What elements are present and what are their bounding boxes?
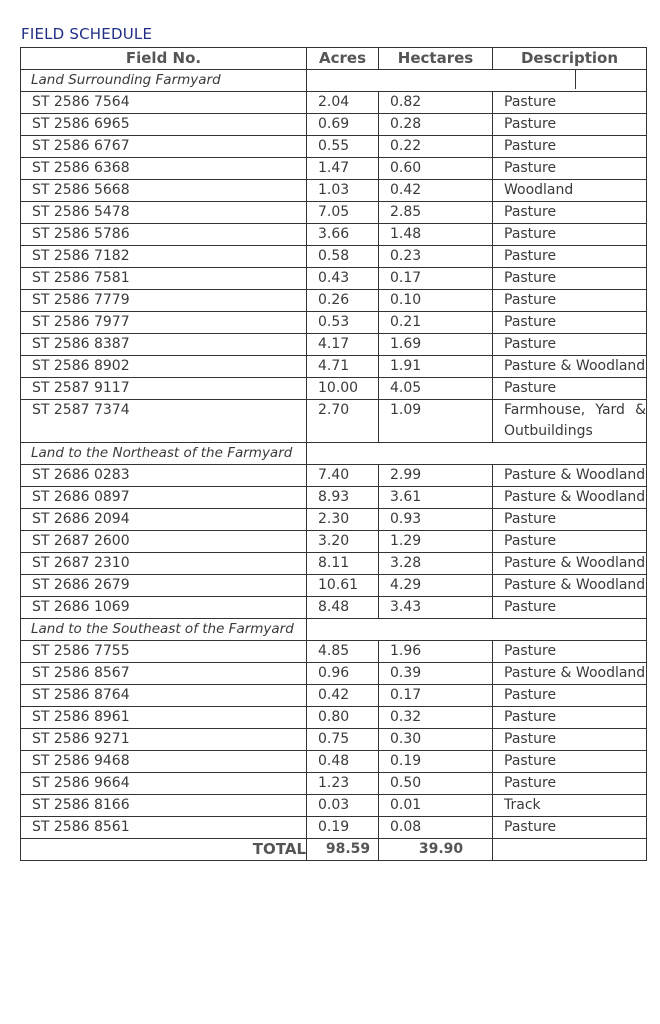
- acres-cell: 8.48: [307, 597, 379, 619]
- field-number-cell: ST 2586 6965: [21, 114, 307, 136]
- acres-cell: 7.05: [307, 202, 379, 224]
- table-row: [21, 356, 647, 378]
- field-number-cell: ST 2586 9468: [21, 751, 307, 773]
- acres-cell: 1.23: [307, 773, 379, 795]
- table-row: [21, 290, 647, 312]
- description-cell: Pasture & Woodland: [493, 575, 647, 597]
- field-number-cell: ST 2586 7779: [21, 290, 307, 312]
- table-row: [21, 202, 647, 224]
- acres-cell: 0.69: [307, 114, 379, 136]
- acres-cell: 8.11: [307, 553, 379, 575]
- description-cell: Farmhouse, Yard & Outbuildings: [493, 400, 647, 443]
- description-cell: Pasture: [493, 531, 647, 553]
- group-title-filler: [307, 619, 647, 641]
- field-number-cell: ST 2586 7581: [21, 268, 307, 290]
- page-title: FIELD SCHEDULE: [21, 25, 153, 43]
- table-row: [21, 92, 647, 114]
- header-description-label: Description: [520, 49, 619, 67]
- acres-cell: 0.75: [307, 729, 379, 751]
- acres-cell: 0.96: [307, 663, 379, 685]
- table-row: [21, 575, 647, 597]
- table-row: [21, 334, 647, 356]
- description-cell: Pasture & Woodland: [493, 356, 647, 378]
- acres-cell: 0.43: [307, 268, 379, 290]
- description-cell: Pasture: [493, 641, 647, 663]
- acres-cell: 4.85: [307, 641, 379, 663]
- table-row: [21, 751, 647, 773]
- hectares-cell: 4.29: [379, 575, 493, 597]
- table-row: [21, 553, 647, 575]
- description-cell: Pasture: [493, 136, 647, 158]
- table-row: [21, 685, 647, 707]
- description-cell: Pasture & Woodland: [493, 553, 647, 575]
- group-header-row: [21, 619, 647, 641]
- table-row: [21, 312, 647, 334]
- hectares-cell: 0.01: [379, 795, 493, 817]
- hectares-cell: 0.17: [379, 268, 493, 290]
- total-acres: 98.59: [307, 839, 379, 861]
- hectares-cell: 0.22: [379, 136, 493, 158]
- hectares-cell: 0.39: [379, 663, 493, 685]
- description-cell: Pasture: [493, 202, 647, 224]
- header-row: [21, 48, 647, 70]
- table-row: [21, 400, 647, 443]
- description-cell: Pasture: [493, 597, 647, 619]
- table-row: [21, 641, 647, 663]
- acres-cell: 0.55: [307, 136, 379, 158]
- description-cell: Pasture & Woodland: [493, 465, 647, 487]
- table-row: [21, 729, 647, 751]
- field-number-cell: ST 2686 1069: [21, 597, 307, 619]
- table-row: [21, 465, 647, 487]
- description-cell: Pasture: [493, 312, 647, 334]
- table-row: [21, 509, 647, 531]
- hectares-cell: 0.30: [379, 729, 493, 751]
- acres-cell: 3.20: [307, 531, 379, 553]
- hectares-cell: 4.05: [379, 378, 493, 400]
- field-number-cell: ST 2586 7755: [21, 641, 307, 663]
- header-field-no: Field No.: [21, 48, 307, 70]
- description-cell: Pasture: [493, 290, 647, 312]
- hectares-cell: 3.61: [379, 487, 493, 509]
- acres-cell: 1.47: [307, 158, 379, 180]
- hectares-cell: 0.23: [379, 246, 493, 268]
- hectares-cell: 1.91: [379, 356, 493, 378]
- acres-cell: 8.93: [307, 487, 379, 509]
- hectares-cell: 1.48: [379, 224, 493, 246]
- acres-cell: 10.00: [307, 378, 379, 400]
- field-number-cell: ST 2587 9117: [21, 378, 307, 400]
- field-number-cell: ST 2586 5478: [21, 202, 307, 224]
- hectares-cell: 3.28: [379, 553, 493, 575]
- field-number-cell: ST 2587 7374: [21, 400, 307, 443]
- group-header-row: [21, 443, 647, 465]
- header-hectares: Hectares: [379, 48, 493, 70]
- group-title: Land to the Southeast of the Farmyard: [21, 619, 307, 641]
- hectares-cell: 1.09: [379, 400, 493, 443]
- field-number-cell: ST 2686 2094: [21, 509, 307, 531]
- description-cell: Pasture & Woodland: [493, 487, 647, 509]
- table-row: [21, 246, 647, 268]
- group-header-row: [21, 70, 647, 92]
- description-cell: Pasture: [493, 817, 647, 839]
- table-row: [21, 114, 647, 136]
- table-row: [21, 180, 647, 202]
- description-cell: Woodland: [493, 180, 647, 202]
- hectares-cell: 1.29: [379, 531, 493, 553]
- hectares-cell: 0.32: [379, 707, 493, 729]
- hectares-cell: 2.85: [379, 202, 493, 224]
- total-label: TOTAL: [21, 839, 307, 861]
- total-row: [21, 839, 647, 861]
- field-number-cell: ST 2586 9664: [21, 773, 307, 795]
- table-row: [21, 817, 647, 839]
- table-row: [21, 136, 647, 158]
- group-title: Land to the Northeast of the Farmyard: [21, 443, 307, 465]
- field-number-cell: ST 2586 6368: [21, 158, 307, 180]
- description-cell: Track: [493, 795, 647, 817]
- field-number-cell: ST 2586 8567: [21, 663, 307, 685]
- table-row: [21, 378, 647, 400]
- field-number-cell: ST 2686 0897: [21, 487, 307, 509]
- table-row: [21, 597, 647, 619]
- table-body: [21, 70, 647, 839]
- field-number-cell: ST 2586 8764: [21, 685, 307, 707]
- header-description: [493, 48, 647, 70]
- acres-cell: 3.66: [307, 224, 379, 246]
- hectares-cell: 0.19: [379, 751, 493, 773]
- description-cell: Pasture: [493, 268, 647, 290]
- table-row: [21, 224, 647, 246]
- description-cell: Pasture: [493, 685, 647, 707]
- hectares-cell: 1.96: [379, 641, 493, 663]
- description-cell: Pasture: [493, 92, 647, 114]
- table-row: [21, 268, 647, 290]
- description-cell: Pasture & Woodland: [493, 663, 647, 685]
- group-title-filler: [307, 70, 647, 92]
- acres-cell: 0.19: [307, 817, 379, 839]
- group-title-filler: [307, 443, 647, 465]
- total-hectares: 39.90: [379, 839, 493, 861]
- acres-cell: 2.30: [307, 509, 379, 531]
- field-number-cell: ST 2686 0283: [21, 465, 307, 487]
- field-number-cell: ST 2686 2679: [21, 575, 307, 597]
- description-cell: Pasture: [493, 158, 647, 180]
- description-cell: Pasture: [493, 246, 647, 268]
- table-row: [21, 795, 647, 817]
- hectares-cell: 0.17: [379, 685, 493, 707]
- field-number-cell: ST 2586 7564: [21, 92, 307, 114]
- field-number-cell: ST 2586 8902: [21, 356, 307, 378]
- field-number-cell: ST 2586 6767: [21, 136, 307, 158]
- acres-cell: 7.40: [307, 465, 379, 487]
- acres-cell: 2.70: [307, 400, 379, 443]
- hectares-cell: 0.08: [379, 817, 493, 839]
- description-cell: Pasture: [493, 751, 647, 773]
- hectares-cell: 1.69: [379, 334, 493, 356]
- acres-cell: 1.03: [307, 180, 379, 202]
- field-number-cell: ST 2586 7182: [21, 246, 307, 268]
- description-cell: Pasture: [493, 729, 647, 751]
- acres-cell: 4.17: [307, 334, 379, 356]
- hectares-cell: 0.28: [379, 114, 493, 136]
- acres-cell: 0.42: [307, 685, 379, 707]
- field-number-cell: ST 2687 2600: [21, 531, 307, 553]
- table-row: [21, 158, 647, 180]
- acres-cell: 0.48: [307, 751, 379, 773]
- acres-cell: 0.26: [307, 290, 379, 312]
- acres-cell: 0.53: [307, 312, 379, 334]
- acres-cell: 10.61: [307, 575, 379, 597]
- table-row: [21, 531, 647, 553]
- hectares-cell: 0.82: [379, 92, 493, 114]
- description-cell: Pasture: [493, 224, 647, 246]
- field-number-cell: ST 2586 8387: [21, 334, 307, 356]
- field-number-cell: ST 2687 2310: [21, 553, 307, 575]
- acres-cell: 0.58: [307, 246, 379, 268]
- description-cell: Pasture: [493, 114, 647, 136]
- description-cell: Pasture: [493, 707, 647, 729]
- field-number-cell: ST 2586 5668: [21, 180, 307, 202]
- description-cell: Pasture: [493, 773, 647, 795]
- hectares-cell: 2.99: [379, 465, 493, 487]
- hectares-cell: 0.50: [379, 773, 493, 795]
- acres-cell: 4.71: [307, 356, 379, 378]
- hectares-cell: 0.10: [379, 290, 493, 312]
- table-row: [21, 663, 647, 685]
- hectares-cell: 0.42: [379, 180, 493, 202]
- table-row: [21, 773, 647, 795]
- description-cell: Pasture: [493, 334, 647, 356]
- hectares-cell: 0.21: [379, 312, 493, 334]
- hectares-cell: 0.93: [379, 509, 493, 531]
- table-row: [21, 707, 647, 729]
- total-description-empty: [493, 839, 647, 861]
- header-acres: Acres: [307, 48, 379, 70]
- description-cell: Pasture: [493, 509, 647, 531]
- acres-cell: 0.03: [307, 795, 379, 817]
- group-title: Land Surrounding Farmyard: [21, 70, 307, 92]
- description-cell: Pasture: [493, 378, 647, 400]
- hectares-cell: 0.60: [379, 158, 493, 180]
- hectares-cell: 3.43: [379, 597, 493, 619]
- field-schedule-table: [20, 47, 647, 861]
- field-number-cell: ST 2586 9271: [21, 729, 307, 751]
- field-number-cell: ST 2586 8561: [21, 817, 307, 839]
- header-tick-divider: [575, 69, 576, 89]
- field-number-cell: ST 2586 5786: [21, 224, 307, 246]
- table-row: [21, 487, 647, 509]
- field-number-cell: ST 2586 8166: [21, 795, 307, 817]
- field-number-cell: ST 2586 8961: [21, 707, 307, 729]
- acres-cell: 0.80: [307, 707, 379, 729]
- acres-cell: 2.04: [307, 92, 379, 114]
- field-number-cell: ST 2586 7977: [21, 312, 307, 334]
